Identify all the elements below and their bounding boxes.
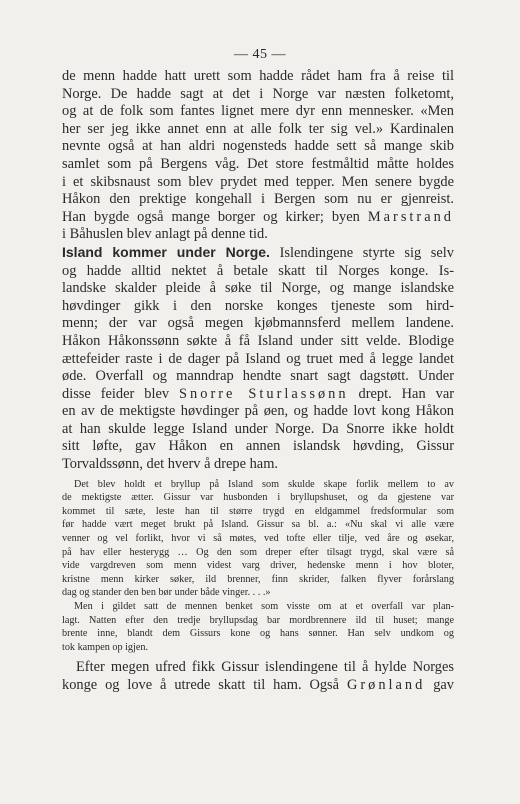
text-line: [62, 209, 454, 227]
small-line: Men i gildet satt de mennen benket som visste om at et overfall var plan-: [74, 601, 454, 612]
text-line: samlet som på Bergens våg. Det store festmåltid måtte holdes: [62, 155, 454, 172]
small-line: vide vargdreven som menn videst varg driver, hedenske menn i hov bloter,: [62, 560, 454, 572]
text-line: Torvaldssønn, det hverv å drepe ham.: [62, 456, 278, 473]
paragraph-gissur: [62, 659, 454, 694]
text-line: Håkon den prektige kongehall i Bergen som nu er gjenreist.: [62, 191, 454, 208]
text-span: drept. Han var: [358, 385, 454, 402]
small-line: dag og stander den ben bør under både vinger. . . .»: [62, 587, 271, 599]
text-line: de menn hadde hatt urett som hadde rådet ham fra å reise til: [62, 68, 454, 84]
spaced-name-gronland: Grønland: [346, 676, 426, 693]
text-line: [62, 244, 454, 263]
text-line: og at de folk som fantes lignet mere dyr enn mennesker. «Men: [62, 103, 454, 120]
spaced-name-marstrand: Marstrand: [367, 208, 454, 225]
text-line: ættefeider raste i de dager på Island og truet med å legge landet: [62, 350, 454, 367]
small-line: kristne menn kirker søker, ild brenner, finn skrider, falken flyver forårslang: [62, 573, 454, 585]
text-line: [62, 677, 454, 695]
text-span: disse feider blev: [62, 385, 170, 402]
text-span: konge og love å utrede skatt til ham. Også: [62, 676, 340, 693]
text-line: Håkon Håkonssønn søkte å få Island under sitt velde. Blodige: [62, 332, 454, 349]
text-line: i Båhuslen blev anlagt på denne tid.: [62, 226, 268, 243]
page-number: — 45 —: [234, 47, 286, 62]
text-span: Han bygde også mange borger og kirker; byen: [62, 208, 360, 225]
text-line: [62, 386, 454, 404]
text-line: Efter megen ufred fikk Gissur islendingene til å hylde Norges: [76, 659, 454, 676]
text-span: gav: [433, 676, 454, 693]
small-line: venner og vel forlikt, hvor vi så møtes, ved tofte eller tilje, ved åre og øsekar,: [62, 533, 454, 545]
text-line: her ser jeg ikke annet enn at alle folk ter sig vel.» Kardinalen: [62, 120, 454, 137]
small-print-section: [62, 478, 454, 655]
page-body: [62, 68, 454, 695]
paragraph-kardinal: [62, 68, 454, 244]
text-line: en av de mektigste høvdinger på øen, og hadde lovt kong Håkon: [62, 403, 454, 420]
small-line: på hav eller hesterygg … Og den som dreper efter tilsagt trygd, skal være så: [62, 546, 454, 558]
text-span: Islendingene styrte sig selv: [279, 244, 454, 261]
section-heading: Island kommer under Norge.: [62, 243, 270, 260]
paragraph-island: [62, 244, 454, 474]
spaced-name-snorre: Snorre Sturlassønn: [179, 385, 349, 402]
text-line: øde. Overfall og manndrap hendte snart sagt dagstøtt. Under: [62, 368, 454, 385]
text-line: Norge. De hadde sagt at det i Norge var næsten folketomt,: [62, 85, 454, 102]
small-line: før hadde vært meget brukt på Island. Gissur sa bl. a.: «Nu skal vi alle være: [62, 519, 454, 531]
text-line: nevnte også at han aldri nogensteds hadde sett så mange skib: [62, 138, 454, 155]
small-line: brente inne, blandt dem Gissurs kone og hans sønner. Han selv undkom og: [62, 628, 454, 640]
small-line: kommet til sæte, leste han til større trygd en eldgammel fredsformular som: [62, 505, 454, 517]
text-line: sitt løfte, gav Håkon en annen islandsk høvding, Gissur: [62, 438, 454, 455]
text-line: at han skulde legge Island under Norge. Da Snorre ikke holdt: [62, 420, 454, 437]
text-line: landske skalder pleide å søke til Norge, og mange islandske: [62, 280, 454, 297]
small-line: lagt. Natten efter den tredje bryllupsdag bar mordbrennere ild til huset; mange: [62, 614, 454, 626]
text-line: og hadde alltid nektet å betale skatt til Norges konge. Is-: [62, 262, 454, 279]
text-line: i et skibsnaust som blev prydet med tepper. Men senere bygde: [62, 173, 454, 190]
small-line: de mektigste ætter. Gissur var husbonden i bryllupshuset, og da gjestene var: [62, 492, 454, 504]
small-line: tok kampen op igjen.: [62, 641, 149, 653]
text-line: høvdinger gikk i den norske konges tjeneste som hird-: [62, 297, 454, 314]
small-line: Det blev holdt et bryllup på Island som skulde skape forlik mellem to av: [74, 478, 454, 490]
text-line: menn; der var også megen kjøbmannsferd mellem landene.: [62, 315, 454, 332]
